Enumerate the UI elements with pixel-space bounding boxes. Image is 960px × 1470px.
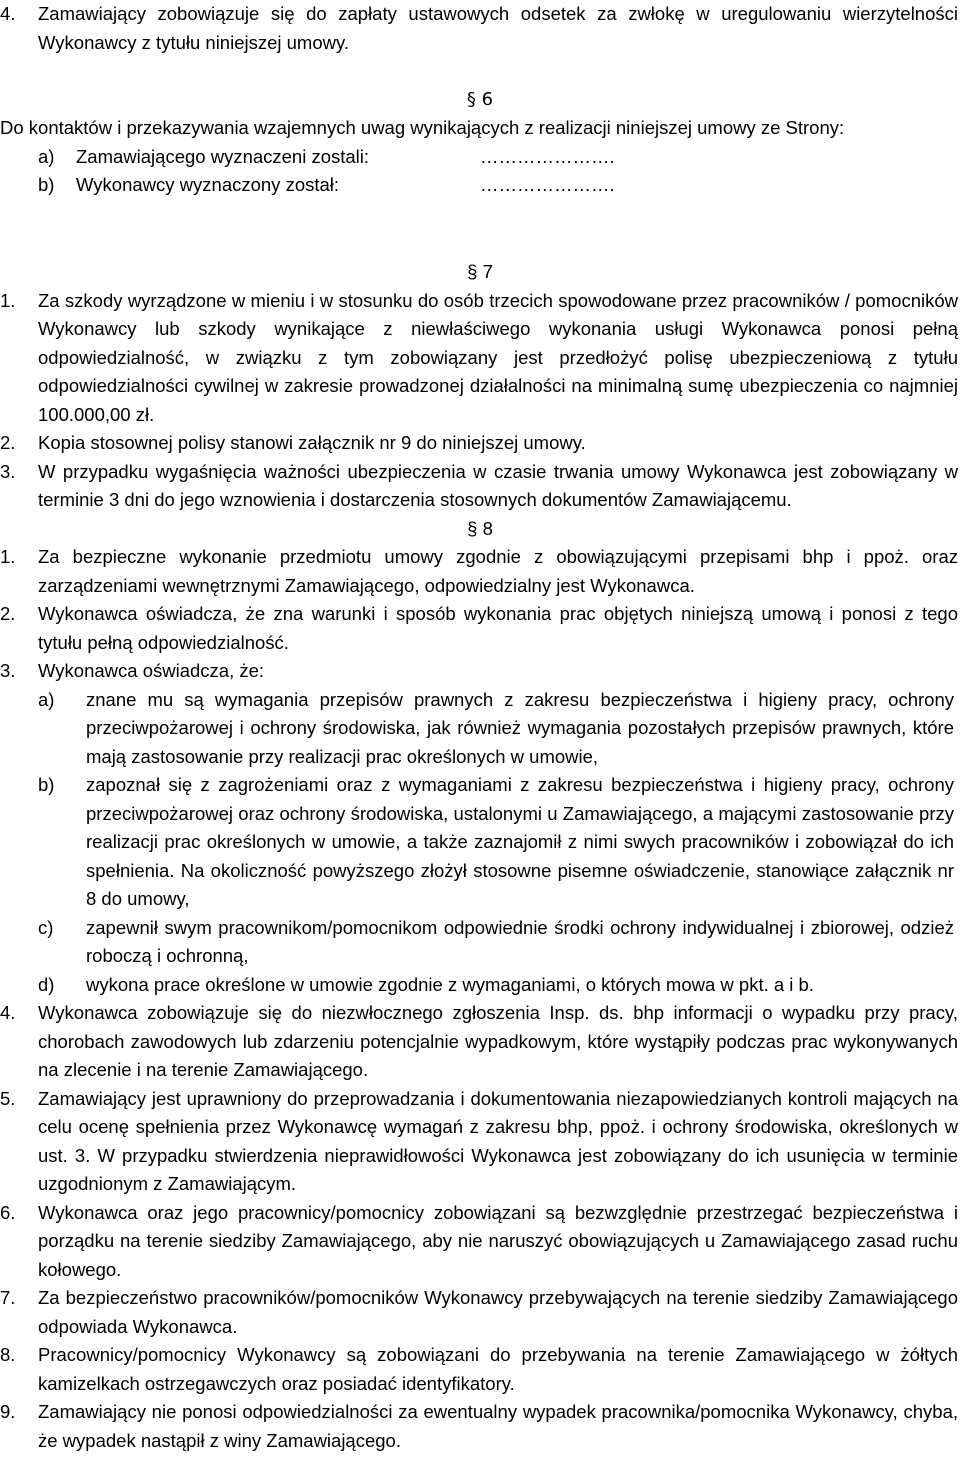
- item-text: Za szkody wyrządzone w mieniu i w stosunku do osób trzecich spowodowane przez pracowników / pomocników Wykonawcy lub szkody wynikające z niewłaściwego wykonania usługi Wykonawca ponosi pełną odpowiedzialność, w związku z tym zobowiązany jest przedłożyć polisę ubezpieczeniową z tytułu odpowiedzialności cywilnej w zakresie prowadzonej działalności na minimalną sumę ubezpieczenia co najmniej 100.000,00 zł.: [38, 289, 958, 425]
- contact-label-a: Zamawiającego wyznaczeni zostali:: [76, 145, 370, 167]
- contact-label-b: Wykonawcy wyznaczony został:: [76, 174, 340, 195]
- s8-subitem-d: [0, 971, 960, 1000]
- item-text: Wykonawca oświadcza, że:: [38, 660, 265, 681]
- subitem-letter: c): [38, 916, 54, 938]
- contact-letter: [0, 171, 38, 200]
- contacts-intro: Do kontaktów i przekazywania wzajemnych uwag wynikających z realizacji niniejszej umowy ze Strony:: [0, 117, 845, 138]
- item-number: 9.: [0, 1401, 16, 1422]
- item-number: 1.: [0, 289, 16, 311]
- s7-item-1: [0, 287, 960, 430]
- item-text: Kopia stosownej polisy stanowi załącznik nr 9 do niniejszej umowy.: [38, 432, 586, 453]
- contact-value-b: ………………….: [480, 174, 615, 195]
- spacer: [0, 57, 960, 86]
- contact-letter-a: a): [38, 145, 55, 167]
- contact-a: [0, 143, 960, 172]
- item-text: W przypadku wygaśnięcia ważności ubezpieczenia w czasie trwania umowy Wykonawca jest zobowiązany w terminie 3 dni do jego wznowienia i dostarczenia stosownych dokumentów Zamawiającemu.: [38, 460, 958, 510]
- s8-item-4: [0, 999, 960, 1085]
- s7-item-3: [0, 458, 960, 515]
- s8-subitem-c: [0, 914, 960, 971]
- section-number: 7: [482, 261, 493, 282]
- s7-item-2: [0, 429, 960, 458]
- item-number: 7.: [0, 1287, 16, 1308]
- subitem-letter: a): [38, 688, 55, 710]
- section-number: 8: [482, 517, 493, 539]
- block-sections-7-8: [0, 258, 960, 1455]
- contact-letter: [0, 143, 38, 172]
- subitem-letter: d): [38, 973, 55, 995]
- item-text: Za bezpieczeństwo pracowników/pomocników Wykonawcy przebywających na terenie siedziby Zamawiającego odpowiada Wykonawca.: [38, 1287, 958, 1337]
- item-text: Wykonawca oraz jego pracownicy/pomocnicy zobowiązani są bezwzględnie przestrzegać bezpieczeństwa i porządku na terenie siedziby Zamawiającego, aby nie naruszyć obowiązujących u Zamawiającego zasad ruchu kołowego.: [38, 1201, 958, 1280]
- section-heading-7: § 7: [467, 261, 493, 282]
- item-text: Wykonawca oświadcza, że zna warunki i sposób wykonania prac objętych niniejszą umową i ponosi z tego tytułu pełną odpowiedzialność.: [38, 603, 958, 653]
- s8-item-5: [0, 1085, 960, 1199]
- item-number: 6.: [0, 1201, 16, 1223]
- section-heading-6: § 6: [466, 88, 494, 110]
- s8-item-8: [0, 1341, 960, 1398]
- contact-letter-b: b): [38, 174, 55, 195]
- s8-item-9: [0, 1398, 960, 1455]
- section-number: 6: [481, 88, 494, 110]
- item-text: Wykonawca zobowiązuje się do niezwłocznego zgłoszenia Insp. ds. bhp informacji o wypadku przy pracy, chorobach zawodowych lub zdarzeniu potencjalnie wypadkowym, które wystąpiły podczas prac wykonywanych na zlecenie i na terenie Zamawiającego.: [38, 1002, 958, 1080]
- s8-item-3: [0, 657, 960, 686]
- item-text: Zamawiający jest uprawniony do przeprowadzania i dokumentowania niezapowiedzianych kontroli mających na celu ocenę spełnienia przez Wykonawcę wymagań z zakresu bhp, ppoż. i ochrony środowiska, określonych w ust. 3. W przypadku stwierdzenia nieprawidłowości Wykonawca jest zobowiązany do ich usunięcia w terminie uzgodnionym z Zamawiającym.: [38, 1087, 958, 1194]
- item-number: 4.: [0, 1002, 16, 1023]
- s8-item-6: [0, 1199, 960, 1285]
- item-number: 1.: [0, 546, 16, 567]
- item-text: Zamawiający nie ponosi odpowiedzialności za ewentualny wypadek pracownika/pomocnika Wykonawcy, chyba, że wypadek nastąpił z winy Zamawiającego.: [38, 1401, 958, 1451]
- item-text: Za bezpieczne wykonanie przedmiotu umowy zgodnie z obowiązującymi przepisami bhp i ppoż. oraz zarządzeniami wewnętrznymi Zamawiającego, odpowiedzialny jest Wykonawca.: [38, 546, 958, 596]
- paragraph-4: [0, 0, 960, 57]
- item-text: Zamawiający zobowiązuje się do zapłaty ustawowych odsetek za zwłokę w uregulowaniu wierzytelności Wykonawcy z tytułu niniejszej umowy.: [38, 3, 958, 53]
- item-number: 2.: [0, 432, 16, 453]
- contact-value-a: ………………….: [480, 145, 615, 167]
- item-number: 5.: [0, 1087, 16, 1109]
- s8-subitem-b: [0, 771, 960, 914]
- subitem-text: zapewnił swym pracownikom/pomocnikom odpowiednie środki ochrony indywidualnej i zbiorowej, odzież roboczą i ochronną,: [86, 916, 954, 966]
- block-section-6: [0, 0, 960, 200]
- s8-item-2: [0, 600, 960, 657]
- subitem-text: wykona prace określone w umowie zgodnie z wymaganiami, o których mowa w pkt. a i b.: [86, 973, 814, 995]
- subitem-text: znane mu są wymagania przepisów prawnych z zakresu bezpieczeństwa i higieny pracy, ochrony przeciwpożarowej i ochrony środowiska, jak również wymagania pozostałych przepisów prawnych, które mają zastosowanie przy realizacji prac określonych w umowie,: [86, 688, 954, 767]
- item-text: Pracownicy/pomocnicy Wykonawcy są zobowiązani do przebywania na terenie Zamawiającego w żółtych kamizelkach ostrzegawczych oraz posiadać identyfikatory.: [38, 1344, 958, 1394]
- item-number: 3.: [0, 460, 16, 482]
- subitem-letter: b): [38, 774, 55, 795]
- s8-item-1: [0, 543, 960, 600]
- s8-subitem-a: [0, 686, 960, 772]
- item-number: 2.: [0, 603, 16, 624]
- subitem-text: zapoznał się z zagrożeniami oraz z wymaganiami z zakresu bezpieczeństwa i higieny pracy, ochrony przeciwpożarowej oraz ochrony środowiska, ustalonymi u Zamawiającego, a mającymi zastosowanie przy realizacji prac określonych w umowie, a także zaznajomił z nimi swych pracowników i zobowiązał do ich spełnienia. Na okoliczność powyższego złożył stosowne pisemne oświadczenie, stanowiące załącznik nr 8 do umowy,: [86, 774, 954, 909]
- contact-b: [0, 171, 960, 200]
- s8-item-7: [0, 1284, 960, 1341]
- item-number: 4.: [0, 3, 16, 24]
- item-number: 8.: [0, 1344, 16, 1365]
- item-number: 3.: [0, 660, 16, 681]
- section-heading-8: § 8: [467, 517, 493, 539]
